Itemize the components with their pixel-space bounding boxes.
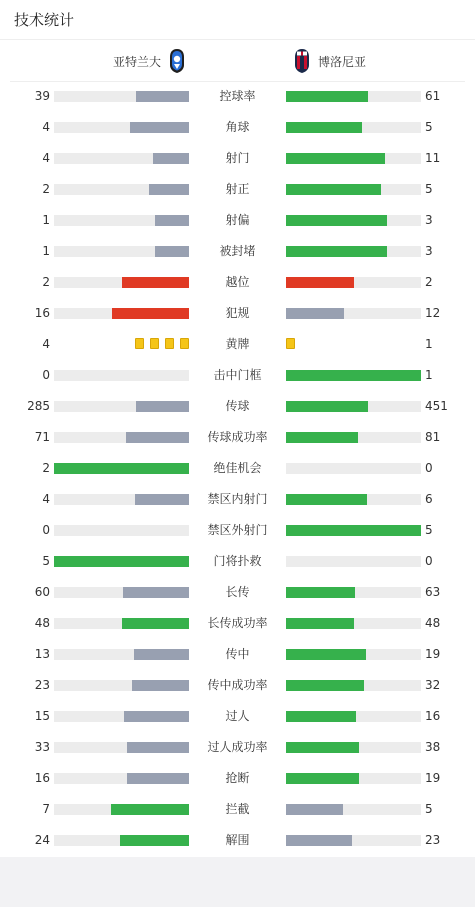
stat-label: 传中 [225,647,250,661]
home-bar-fill [54,463,189,474]
teams-header [10,41,465,82]
home-bar-track [54,463,189,474]
away-bar-track [286,742,421,753]
away-bar-track [286,835,421,846]
stat-row [0,267,475,298]
home-bar-fill [130,122,189,133]
stat-label: 传球成功率 [207,430,268,444]
home-value: 2 [42,182,50,196]
home-bar-track [54,370,189,381]
stat-label: 被封堵 [219,244,256,258]
home-bar-fill [134,649,189,660]
yellow-card-icon [150,338,159,349]
bologna-logo-icon [294,48,310,74]
home-value: 7 [42,802,50,816]
home-value: 60 [34,585,50,599]
away-value: 38 [425,740,441,754]
home-bar-track [54,432,189,443]
stat-row [0,701,475,732]
away-bar-fill [286,618,354,629]
home-bar-fill [153,153,189,164]
home-bar-fill [111,804,189,815]
away-value: 1 [425,368,433,382]
away-yellow-cards [286,338,301,349]
away-value: 19 [425,771,441,785]
home-bar-track [54,215,189,226]
stat-row [0,577,475,608]
away-value: 11 [425,151,441,165]
away-value: 451 [425,399,448,413]
away-bar-fill [286,649,366,660]
away-bar-track [286,122,421,133]
stat-label: 抢断 [225,771,250,785]
stat-row [0,670,475,701]
home-value: 4 [42,151,50,165]
home-bar-track [54,587,189,598]
yellow-card-icon [286,338,295,349]
away-value: 63 [425,585,441,599]
home-value: 71 [34,430,50,444]
yellow-card-icon [180,338,189,349]
away-bar-fill [286,804,343,815]
home-bar-fill [155,246,189,257]
home-bar-fill [127,773,189,784]
away-bar-track [286,432,421,443]
away-bar-track [286,587,421,598]
stat-row [0,81,475,112]
stat-label: 过人 [225,709,250,723]
stat-row [0,639,475,670]
away-value: 19 [425,647,441,661]
away-value: 81 [425,430,441,444]
stat-label: 角球 [225,120,250,134]
away-value: 5 [425,120,433,134]
away-bar-fill [286,835,352,846]
home-yellow-cards [129,338,189,349]
away-value: 0 [425,461,433,475]
stat-label: 禁区内射门 [207,492,268,506]
away-team[interactable] [294,41,366,81]
home-team-name: 亚特兰大 [113,54,162,69]
home-bar-track [54,184,189,195]
away-value: 61 [425,89,441,103]
home-bar-track [54,618,189,629]
stat-label: 解围 [225,833,250,847]
away-bar-track [286,711,421,722]
stat-row [0,329,475,360]
title-bar [0,0,475,40]
away-bar-track [286,246,421,257]
stat-row [0,484,475,515]
away-value: 5 [425,182,433,196]
stat-label: 射偏 [225,213,250,227]
home-bar-track [54,649,189,660]
away-value: 3 [425,244,433,258]
away-bar-fill [286,711,356,722]
away-value: 0 [425,554,433,568]
away-bar-track [286,91,421,102]
away-bar-track [286,556,421,567]
home-bar-track [54,401,189,412]
home-value: 15 [34,709,50,723]
page-title: 技术统计 [14,11,75,29]
home-bar-fill [127,742,189,753]
stat-label: 传中成功率 [207,678,268,692]
home-bar-track [54,556,189,567]
away-value: 16 [425,709,441,723]
away-bar-fill [286,277,354,288]
home-bar-fill [126,432,189,443]
home-value: 48 [34,616,50,630]
home-value: 2 [42,275,50,289]
home-bar-fill [136,91,189,102]
away-team-name: 博洛尼亚 [318,54,367,69]
home-bar-track [54,246,189,257]
stat-row [0,422,475,453]
away-bar-track [286,804,421,815]
home-bar-fill [132,680,189,691]
home-bar-fill [122,277,190,288]
away-bar-fill [286,184,381,195]
away-bar-fill [286,370,421,381]
away-value: 5 [425,523,433,537]
away-value: 6 [425,492,433,506]
home-value: 2 [42,461,50,475]
away-bar-track [286,618,421,629]
home-team[interactable] [113,41,185,81]
away-bar-fill [286,680,364,691]
away-bar-track [286,277,421,288]
stat-label: 禁区外射门 [207,523,268,537]
home-bar-fill [135,494,189,505]
home-value: 23 [34,678,50,692]
home-bar-track [54,122,189,133]
away-bar-track [286,370,421,381]
home-bar-fill [112,308,189,319]
home-bar-track [54,835,189,846]
home-value: 4 [42,120,50,134]
away-bar-fill [286,587,355,598]
away-bar-fill [286,742,359,753]
away-bar-fill [286,401,368,412]
stat-label: 控球率 [219,89,256,103]
away-bar-fill [286,308,344,319]
stat-label: 门将扑救 [213,554,262,568]
away-bar-track [286,525,421,536]
stat-label: 射门 [225,151,250,165]
away-bar-track [286,401,421,412]
home-value: 39 [34,89,50,103]
away-value: 5 [425,802,433,816]
away-bar-track [286,773,421,784]
stat-row [0,794,475,825]
away-value: 1 [425,337,433,351]
stat-row [0,763,475,794]
home-bar-fill [120,835,189,846]
home-bar-track [54,711,189,722]
home-value: 1 [42,244,50,258]
away-bar-track [286,308,421,319]
away-bar-track [286,184,421,195]
home-value: 13 [34,647,50,661]
stat-row [0,112,475,143]
home-bar-track [54,277,189,288]
atalanta-logo-icon [169,48,185,74]
away-bar-track [286,153,421,164]
home-value: 5 [42,554,50,568]
home-value: 4 [42,492,50,506]
home-bar-track [54,742,189,753]
yellow-card-icon [165,338,174,349]
stat-label: 传球 [225,399,250,413]
stat-row [0,174,475,205]
away-bar-track [286,680,421,691]
stat-row [0,825,475,856]
away-bar-fill [286,246,387,257]
away-bar-fill [286,91,368,102]
home-value: 24 [34,833,50,847]
home-bar-fill [123,587,189,598]
home-bar-track [54,773,189,784]
home-bar-track [54,680,189,691]
home-value: 285 [27,399,50,413]
home-bar-track [54,804,189,815]
home-value: 0 [42,523,50,537]
stat-label: 绝佳机会 [213,461,262,475]
away-bar-fill [286,432,358,443]
stat-row [0,391,475,422]
stat-label: 黄牌 [225,337,250,351]
away-bar-fill [286,525,421,536]
stat-row [0,236,475,267]
away-bar-track [286,649,421,660]
away-value: 12 [425,306,441,320]
stat-label: 过人成功率 [207,740,268,754]
away-value: 2 [425,275,433,289]
stat-row [0,453,475,484]
stat-row [0,360,475,391]
home-value: 33 [34,740,50,754]
stat-label: 击中门框 [213,368,262,382]
away-bar-fill [286,494,367,505]
stat-row [0,608,475,639]
stat-label: 长传成功率 [207,616,268,630]
yellow-card-icon [135,338,144,349]
home-value: 4 [42,337,50,351]
away-bar-track [286,494,421,505]
stat-label: 射正 [225,182,250,196]
stat-label: 越位 [225,275,250,289]
home-value: 0 [42,368,50,382]
stat-label: 犯规 [225,306,250,320]
home-bar-fill [122,618,190,629]
home-bar-track [54,525,189,536]
stat-label: 长传 [225,585,250,599]
away-value: 3 [425,213,433,227]
away-bar-fill [286,122,362,133]
away-bar-fill [286,153,385,164]
home-bar-track [54,91,189,102]
home-bar-fill [149,184,190,195]
home-bar-fill [124,711,189,722]
home-bar-fill [136,401,189,412]
home-value: 16 [34,306,50,320]
stat-label: 拦截 [225,802,250,816]
away-bar-track [286,215,421,226]
away-bar-fill [286,773,359,784]
stat-row [0,143,475,174]
home-bar-track [54,308,189,319]
home-bar-fill [54,556,189,567]
away-bar-track [286,463,421,474]
away-bar-fill [286,215,387,226]
home-value: 16 [34,771,50,785]
stat-row [0,205,475,236]
away-value: 32 [425,678,441,692]
home-bar-track [54,494,189,505]
stat-row [0,515,475,546]
away-value: 48 [425,616,441,630]
stat-row [0,298,475,329]
home-bar-fill [155,215,189,226]
home-bar-track [54,153,189,164]
away-value: 23 [425,833,441,847]
stat-row [0,546,475,577]
stats-list [0,81,475,856]
stat-row [0,732,475,763]
home-value: 1 [42,213,50,227]
